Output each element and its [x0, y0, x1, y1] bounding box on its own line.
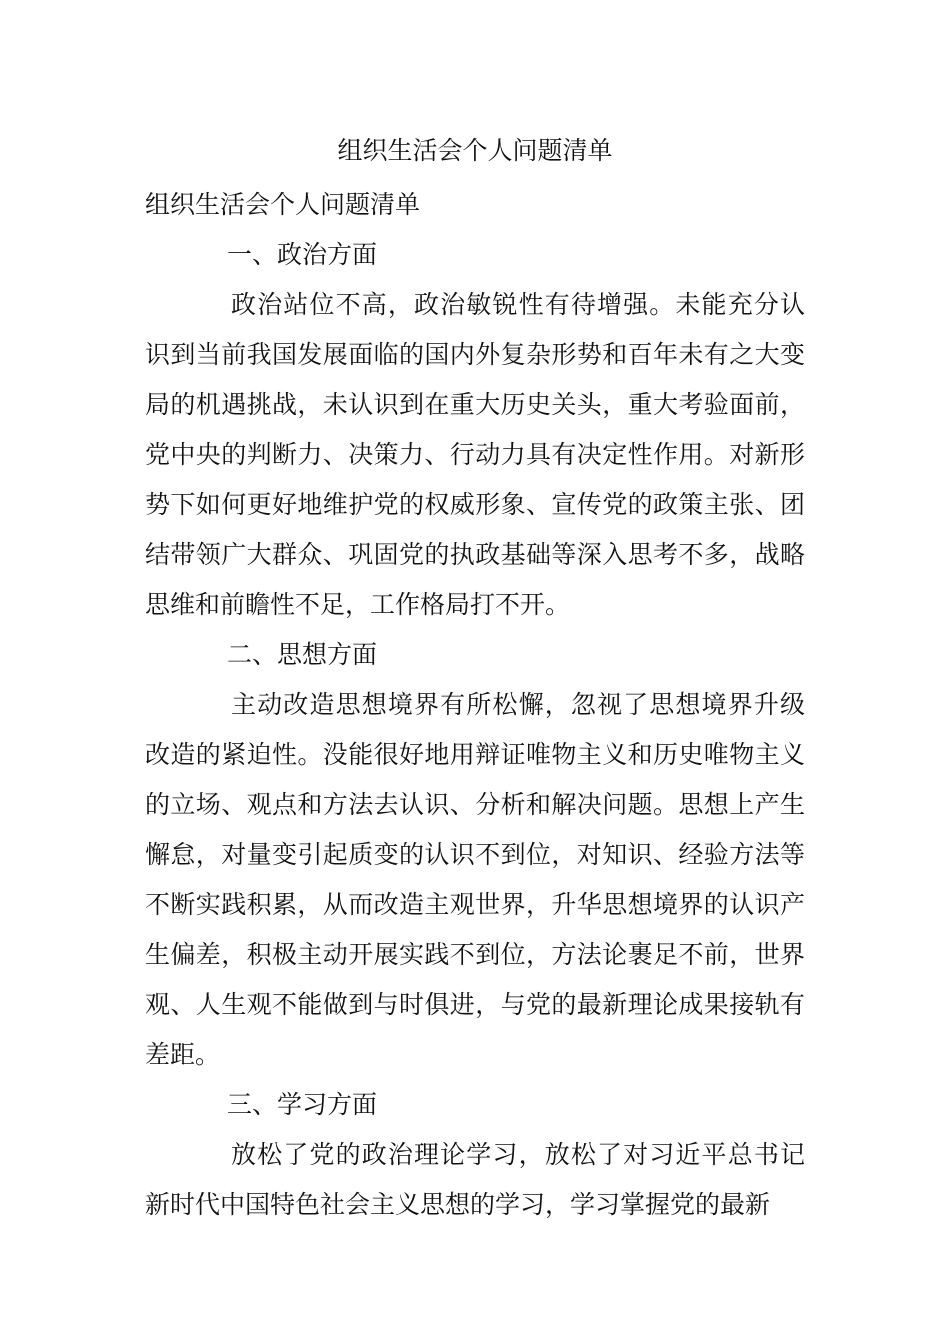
section-paragraph-politics: 政治站位不高，政治敏锐性有待增强。未能充分认识到当前我国发展面临的国内外复杂形势和百年未有之大变局的机遇挑战，未认识到在重大历史关头，重大考验面前，党中央的判断力、决策力、行动力具有决定性作用。对新形势下如何更好地维护党的权威形象、宣传党的政策主张、团结带领广大群众、巩固党的执政基础等深入思考不多，战略思维和前瞻性不足，工作格局打不开。	[145, 290, 805, 619]
section-heading-thought: 二、思想方面	[227, 640, 378, 669]
section-heading-study: 三、学习方面	[227, 1090, 378, 1119]
section-heading-politics: 一、政治方面	[227, 240, 378, 269]
section-paragraph-study: 放松了党的政治理论学习，放松了对习近平总书记新时代中国特色社会主义思想的学习，学习掌握党的最新	[145, 1140, 805, 1219]
section-paragraph-thought: 主动改造思想境界有所松懈，忽视了思想境界升级改造的紧迫性。没能很好地用辩证唯物主义和历史唯物主义的立场、观点和方法去认识、分析和解决问题。思想上产生懈怠，对量变引起质变的认识不到位，对知识、经验方法等不断实践积累，从而改造主观世界，升华思想境界的认识产生偏差，积极主动开展实践不到位，方法论裹足不前，世界观、人生观不能做到与时俱进，与党的最新理论成果接轨有差距。	[145, 690, 805, 1069]
document-title: 组织生活会个人问题清单	[337, 136, 613, 165]
document-subtitle: 组织生活会个人问题清单	[145, 190, 421, 219]
document-body	[145, 180, 805, 1230]
